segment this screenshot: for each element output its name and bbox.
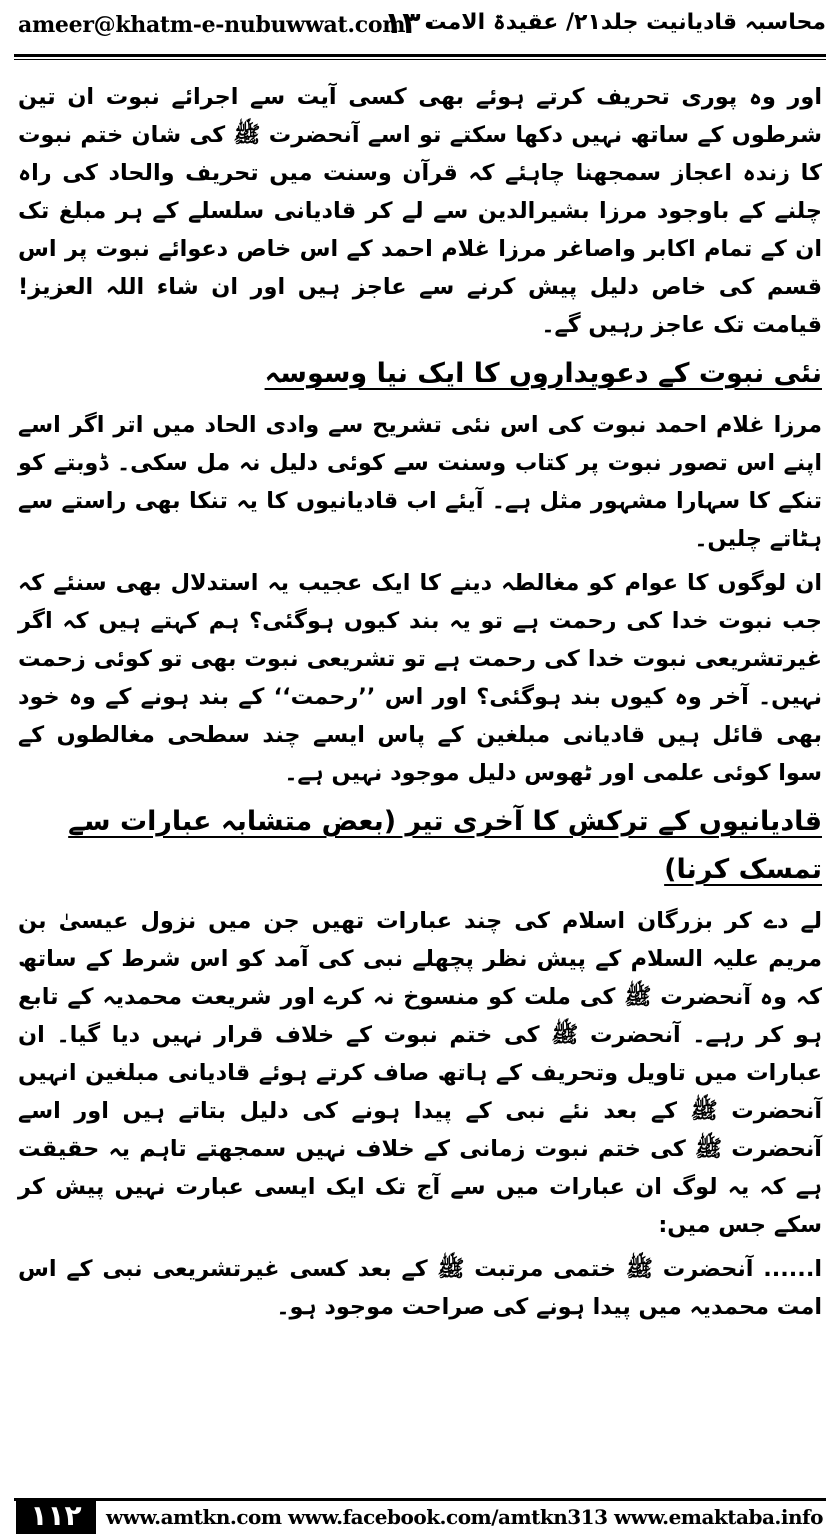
section-heading-1 <box>18 350 822 398</box>
header-page-number: ۱۳۰ <box>384 6 439 41</box>
header-rule-thin <box>14 59 826 60</box>
section-heading-2 <box>18 798 822 894</box>
header-book-title: محاسبہ قادیانیت جلد۲۱/ عقیدۃ الامت <box>424 10 826 35</box>
paragraph-4: لے دے کر بزرگان اسلام کی چند عبارات تھیں جن میں نزول عیسیٰ بن مریم علیہ السلام کے پیش نظر پچھلے نبی کی آمد کو اس شرط کے ساتھ کہ وہ آنحضرت ﷺ کی ملت کو منسوخ نہ کرے اور شریعت محمدیہ کے تابع ہو کر رہے۔ آنحضرت ﷺ کی ختم نبوت کے خلاف قرار نہیں دیا گیا۔ ان عبارات میں تاویل وتحریف کے ہاتھ صاف کرتے ہوئے قادیانی مبلغین انہیں آنحضرت ﷺ کے بعد نئے نبی کے پیدا ہونے کی دلیل بتاتے ہیں اور اسے آنحضرت ﷺ کی ختم نبوت زمانی کے خلاف نہیں سمجھتے تاہم یہ حقیقت ہے کہ یہ لوگ ان عبارات میں سے آج تک ایک ایسی عبارت نہیں پیش کر سکے جس میں: <box>18 908 822 1238</box>
section-heading-1-text: نئی نبوت کے دعویداروں کا ایک نیا وسوسہ <box>264 358 822 389</box>
footer-page-number: ۱۱۲ <box>30 1499 82 1532</box>
paragraph-5: ا...... آنحضرت ﷺ ختمی مرتبت ﷺ کے بعد کسی غیرتشریعی نبی کے اس امت محمدیہ میں پیدا ہونے کی صراحت موجود ہو۔ <box>18 1256 822 1320</box>
page-footer <box>0 1494 840 1540</box>
paragraph-3: ان لوگوں کا عوام کو مغالطہ دینے کا ایک عجیب یہ استدلال بھی سنئے کہ جب نبوت خدا کی رحمت ہے تو یہ بند کیوں ہوگئی؟ ہم کہتے ہیں کہ اگر غیرتشریعی نبوت خدا کی رحمت ہے تو تشریعی نبوت بھی تو کوئی زحمت نہیں۔ آخر وہ کیوں بند ہوگئی؟ اور اس ’’رحمت‘‘ کے بند ہونے کے وہ خود بھی قائل ہیں قادیانی مبلغین کے پاس ایسے چند سطحی مغالطوں کے سوا کوئی علمی اور ٹھوس دلیل موجود نہیں ہے۔ <box>18 570 822 786</box>
section-heading-2-text: قادیانیوں کے ترکش کا آخری تیر (بعض متشابہ عبارات سے تمسک کرنا) <box>68 806 822 885</box>
paragraph-2: مرزا غلام احمد نبوت کی اس نئی تشریح سے وادی الحاد میں اتر اگر اسے اپنے اس تصور نبوت پر کتاب وسنت سے کوئی دلیل نہ مل سکی۔ ڈوبتے کو تنکے کا سہارا مشہور مثل ہے۔ آیئے اب قادیانیوں کا یہ تنکا بھی راستے سے ہٹاتے چلیں۔ <box>18 412 822 552</box>
footer-links: www.amtkn.com www.facebook.com/amtkn313 www.emaktaba.info <box>106 1505 823 1529</box>
page-body <box>18 78 822 1332</box>
paragraph-1: اور وہ پوری تحریف کرتے ہوئے بھی کسی آیت سے اجرائے نبوت ان تین شرطوں کے ساتھ نہیں دکھا سکتے تو اسے آنحضرت ﷺ کی شان ختم نبوت کا زندہ اعجاز سمجھنا چاہئے کہ قرآن وسنت میں تحریف والحاد کی راہ چلنے کے باوجود مرزا بشیرالدین سے لے کر قادیانی سلسلے کے ہر مبلغ تک ان کے تمام اکابر واصاغر مرزا غلام احمد کے اس خاص دعوائے نبوت پر اس قسم کی خاص دلیل پیش کرنے سے عاجز ہیں اور ان شاء اللہ العزیز! قیامت تک عاجز رہیں گے۔ <box>18 84 822 338</box>
header-email: ameer@khatm-e-nubuwwat.com <box>18 12 406 38</box>
page-header <box>0 0 840 66</box>
header-rule-thick <box>14 54 826 57</box>
